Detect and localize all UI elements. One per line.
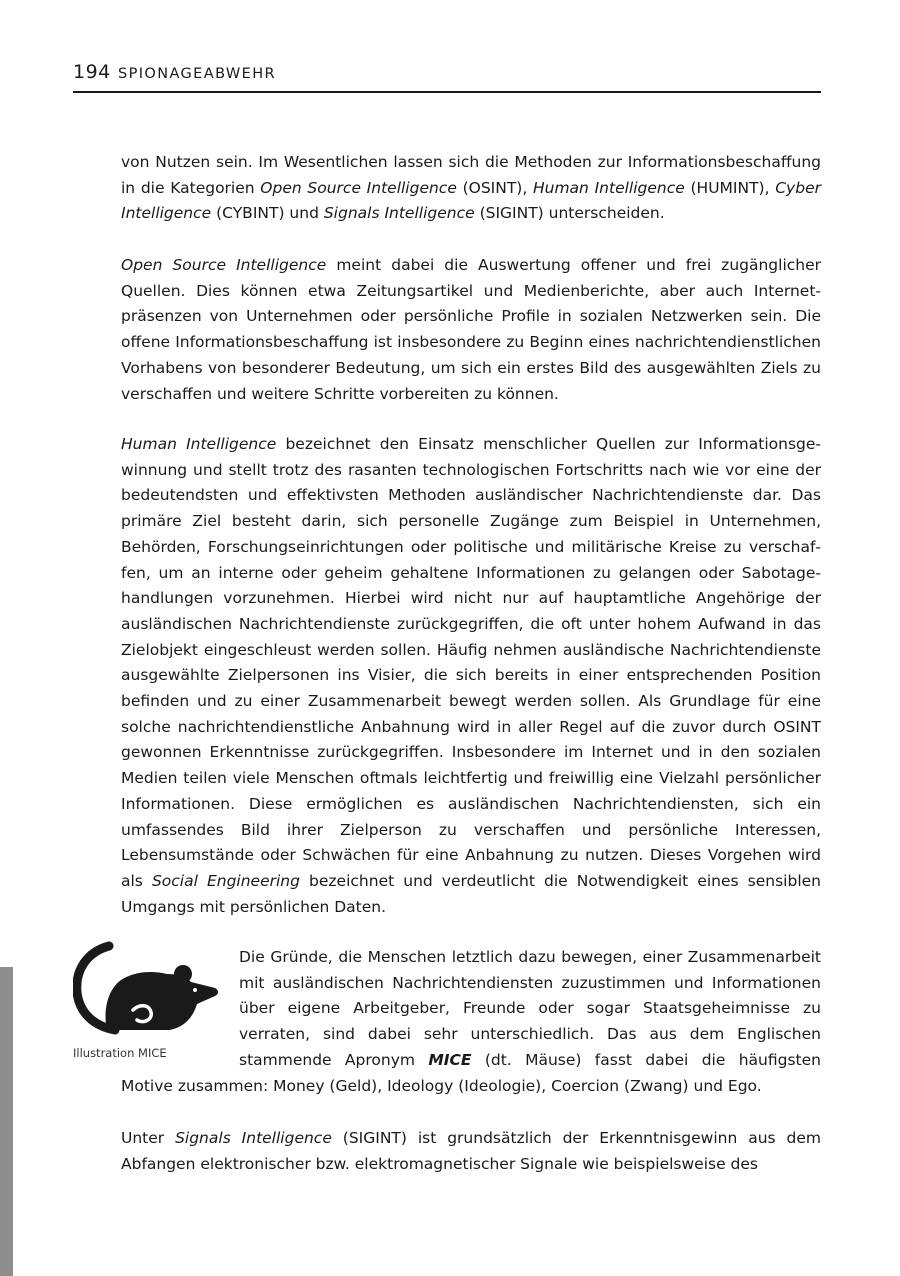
- running-title: SPIONAGEABWEHR: [118, 66, 276, 82]
- paragraph-mice: Die Gründe, die Menschen letztlich dazu bewegen, einer Zusammenarbeit mit ausländischen Nachrichtendiensten zuzustimmen und Informationen über eigene Arbeitgeber, Freunde oder sogar Staatsgeheimnisse zu verraten, sind dabei sehr unterschiedlich. Das aus dem Englischen stammende Apronym MICE (dt. Mäuse) fasst dabei die häufigsten: [239, 948, 821, 1069]
- paragraph-osint: Open Source Intelligence meint dabei die Auswertung offener und frei zugänglicher Quellen. Dies können etwa Zeitungsartikel und Medienberichte, aber auch Internetpräsenzen von Unternehmen oder persönliche Profile in sozialen Netzwerken sein. Die offene Informationsbeschaffung ist insbesondere zu Beginn eines nachrichtendienstlichen Vorhabens von besonderer Bedeutung, um sich ein erstes Bild des ausgewählten Ziels zu verschaffen und weitere Schritte vorbereiten zu können.: [121, 256, 822, 403]
- paragraph-humint: Human Intelligence bezeichnet den Einsatz menschlicher Quellen zur Informationsgewinnung und stellt trotz des rasanten technologischen Fortschritts nach wie vor eine der bedeutendsten und effektivsten Methoden ausländischer Nachrichtendienste dar. Das primäre Ziel besteht darin, sich personelle Zugänge zum Beispiel in Unternehmen, Behörden, Forschungseinrichtungen oder politische und militärische Kreise zu verschaffen, um an interne oder geheim gehaltene Informationen zu gelangen oder Sabotagehandlungen vorzunehmen. Hierbei wird nicht nur auf hauptamtliche Angehörige der ausländischen Nachrichtendienste zurückgegriffen, die oft unter hohem Aufwand in das Zielobjekt eingeschleust werden sollen. Häufig nehmen ausländische Nachrichtendienste ausgewählte Zielpersonen ins Visier, die sich bereits in einer entsprechenden Position befinden und zu einer Zusammenarbeit bewegt werden sollen. Als Grundlage für eine solche nachrichtendienstliche Anbahnung wird in aller Regel auf die zuvor durch OSINT gewonnen Erkenntnisse zurückgegriffen. Insbesondere im Internet und in den sozialen Medien teilen viele Menschen oftmals leichtfertig und freiwillig eine Vielzahl persönlicher Informationen. Diese ermöglichen es ausländischen Nachrichtendiensten, sich ein umfassendes Bild ihrer Zielperson zu verschaffen und persönliche Interessen, Lebensumstände oder Schwächen für eine Anbahnung zu nutzen. Dieses Vorgehen wird als Social Engineering bezeichnet und verdeutlicht die Notwendigkeit eines sensiblen Umgangs mit persönlichen Daten.: [121, 435, 821, 916]
- illustration-caption: Illustration MICE: [73, 1046, 167, 1060]
- mice-term: MICE: [428, 1050, 472, 1069]
- paragraph-intelligence-categories: von Nutzen sein. Im Wesentlichen lassen sich die Methoden zur Informationsbeschaffung in die Kategorien Open Source Intelligence (OSINT), Human Intelligence (HUMINT), Cyber Intelligence (CYBINT) und Signals Intelligence (SIGINT) unterscheiden.: [121, 153, 821, 223]
- page-header: [73, 60, 821, 93]
- paragraph-mice-continued: Motive zusammen: Money (Geld), Ideology (Ideologie), Coercion (Zwang) und Ego.: [121, 1077, 762, 1095]
- paragraph-sigint: Unter Signals Intelligence (SIGINT) ist grundsätzlich der Erkenntnisgewinn aus dem Abfangen elektronischer bzw. elektromagnetischer Signale wie beispielsweise des: [121, 1129, 821, 1173]
- chapter-side-tab: [0, 967, 13, 1276]
- page-number: 194: [73, 61, 111, 83]
- mice-illustration: [73, 940, 223, 1036]
- mouse-icon: [73, 940, 223, 1036]
